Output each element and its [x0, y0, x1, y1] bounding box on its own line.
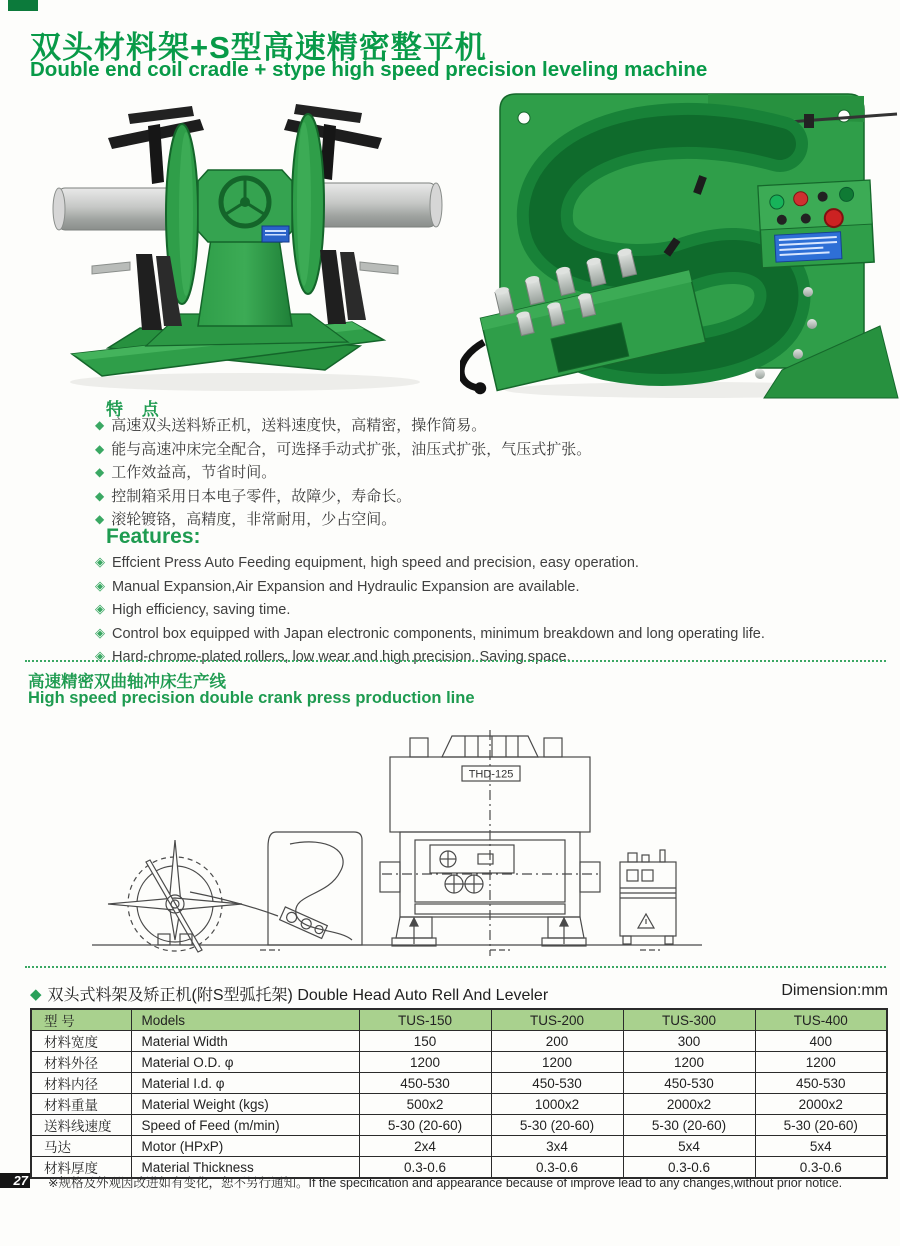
mount-hole-right [838, 110, 850, 122]
footer-note: ※规格及外观因改进如有变化，恕不另行通知。If the specification and appearance because of improve lead to any changes,without prior notice. [48, 1176, 843, 1190]
list-item: ◆ 滚轮镀铬，高精度，非常耐用，少占空间。 [95, 511, 397, 528]
table-row: 材料宽度 Material Width 150 200 300 400 [31, 1031, 887, 1052]
section2-heading-en: High speed precision double crank press production line [28, 689, 475, 707]
col-header: TUS-200 [491, 1009, 623, 1031]
diamond-bullet-icon: ◆ [95, 465, 105, 479]
dotted-divider [25, 660, 886, 662]
spec-table [30, 1008, 888, 1179]
dimension-note: Dimension:mm [781, 982, 888, 999]
diamond-bullet-icon: ◆ [95, 418, 105, 432]
diamond-bullet-icon: ◆ [95, 441, 105, 456]
right-mandrel [306, 183, 436, 227]
left-mandrel-cap [53, 188, 65, 230]
list-item: ◆ 控制箱采用日本电子零件，故障少，寿命长。 [95, 487, 412, 505]
diamond-bullet-icon: ◈ [95, 624, 105, 640]
drawing-s-leveler [190, 832, 362, 945]
list-item: ◆ 能与高速冲床完全配合，可选择手动式扩张，油压式扩张，气压式扩张。 [95, 440, 592, 458]
drawing-coil-cradle [108, 840, 242, 952]
list-item: ◈ Control box equipped with Japan electronic components, minimum breakdown and long operating life. [95, 624, 765, 642]
diamond-bullet-icon: ◆ [95, 512, 105, 526]
diamond-bullet-icon: ◈ [95, 648, 105, 663]
table-row: 马达 Motor (HPxP) 2x4 3x4 5x4 5x4 [31, 1136, 887, 1157]
page-title-en: Double end coil cradle + stype high speed precision leveling machine [30, 58, 708, 81]
drawing-control-cabinet [620, 850, 676, 944]
features-en-heading: Features: [106, 525, 201, 548]
page-number-bar [0, 1173, 30, 1188]
right-disc-face [297, 122, 311, 286]
diamond-section-icon: ◆ [30, 986, 42, 1003]
right-mandrel-cap [430, 183, 442, 227]
rod-clamp [804, 114, 814, 128]
table-row: 材料厚度 Material Thickness 0.3-0.6 0.3-0.6 0.3-0.6 0.3-0.6 [31, 1157, 887, 1179]
table-row: 材料重量 Material Weight (kgs) 500x2 1000x2 2000x2 2000x2 [31, 1094, 887, 1115]
section2-heading-cn: 高速精密双曲轴冲床生产线 [28, 673, 226, 691]
col-header: TUS-150 [359, 1009, 491, 1031]
col-header: TUS-400 [755, 1009, 887, 1031]
page-number: 27 [13, 1173, 28, 1188]
right-bracket [360, 262, 398, 274]
col-header: 型 号 [31, 1009, 131, 1031]
corner-mark [8, 0, 38, 11]
left-disc-face [179, 132, 193, 296]
page-footer [0, 1172, 900, 1190]
list-item: ◈ Hard-chrome-plated rollers, low wear and high precision. Saving space. [95, 648, 571, 665]
production-line-drawing [80, 712, 820, 962]
list-item: ◆ 高速双头送料矫正机，送料速度快，高精密，操作简易。 [95, 417, 487, 434]
col-header: Models [131, 1009, 359, 1031]
list-item: ◈ Manual Expansion,Air Expansion and Hydraulic Expansion are available. [95, 577, 580, 595]
drawing-press [380, 730, 600, 956]
diamond-bullet-icon: ◆ [95, 488, 105, 503]
dotted-divider [25, 966, 886, 968]
s-leveler-photo [460, 78, 900, 400]
press-model-label: THD-125 [468, 768, 514, 781]
control-panel [758, 180, 874, 268]
table-row: 材料内径 Material I.d. φ 450-530 450-530 450-530 450-530 [31, 1073, 887, 1094]
pedestal-column [198, 232, 292, 326]
shadow [70, 373, 420, 391]
left-arm-plate [128, 106, 194, 124]
diamond-bullet-icon: ◈ [95, 554, 105, 569]
features-en-list [95, 551, 765, 669]
coil-cradle-photo [30, 86, 460, 396]
features-cn-list [95, 414, 591, 532]
diamond-bullet-icon: ◈ [95, 601, 105, 616]
spec-section-header [30, 982, 888, 1005]
table-header-row [31, 1009, 887, 1031]
list-item: ◈ High efficiency, saving time. [95, 601, 291, 618]
table-row: 材料外径 Material O.D. φ 1200 1200 1200 1200 [31, 1052, 887, 1073]
diamond-bullet-icon: ◈ [95, 577, 105, 593]
col-header: TUS-300 [623, 1009, 755, 1031]
page-title-cn: 双头材料架+S型高速精密整平机 [30, 30, 487, 65]
list-item: ◆ 工作效益高，节省时间。 [95, 464, 277, 481]
left-bracket [92, 262, 130, 274]
features-cn-heading: 特 点 [106, 400, 166, 419]
mount-hole-left [518, 112, 530, 124]
table-row: 送料线速度 Speed of Feed (m/min) 5-30 (20-60) 5-30 (20-60) 5-30 (20-60) 5-30 (20-60) [31, 1115, 887, 1136]
list-item: ◈ Effcient Press Auto Feeding equipment, high speed and precision, easy operation. [95, 554, 639, 571]
spec-section-title: 双头式料架及矫正机(附S型弧托架) Double Head Auto Rell And Leveler [47, 987, 549, 1004]
